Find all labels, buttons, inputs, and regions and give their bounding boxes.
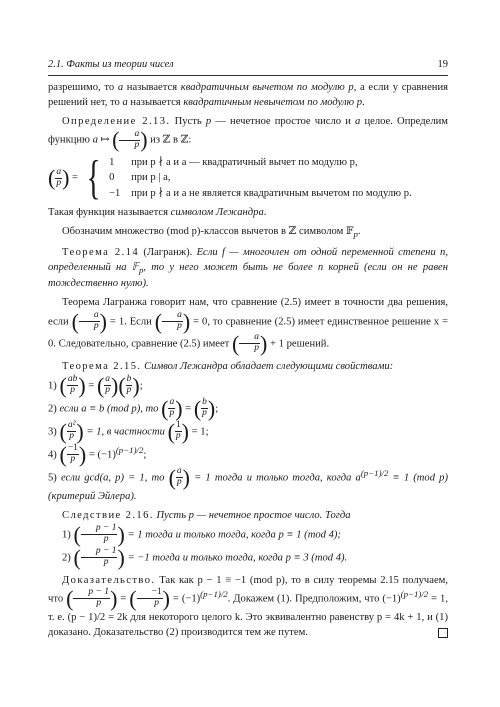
definition-2-13: Определение 2.13. Пусть p — нечетное простое число и a целое. Определим функцию a ↦ ( $\frac{a}{p}$ ) из ℤ в ℤ: <box>48 116 448 153</box>
corollary-label: Следствие 2.16. <box>62 509 154 521</box>
theorem-2-14: Теорема 2.14 (Лагранж). Если f — многочлен от одной переменной степени n, определенный на 𝔽$_p$, то у него может быть не более n корней (если он не равен тождественно нулю). <box>48 246 448 290</box>
property-4: 4) ( $\frac{-1}{p}$ ) = $(-1)^{(p-1)/2}$; <box>48 441 147 467</box>
property-5: 5) если gcd(a, p) = 1, то ( $\frac{a}{p}$ ) = 1 тогда и только тогда, когда $a^{(p-1)/2} \equiv 1$ (mod p) (критерий Эйлера). <box>48 464 448 502</box>
term-quadratic-residue: квадратичным вычетом по модулю <box>180 82 345 93</box>
corollary-2-16: Следствие 2.16. Пусть p — нечетное простое число. Тогда <box>62 509 351 521</box>
case-row: 0 при p | a, <box>109 172 171 184</box>
notation-paragraph: Обозначим множество (mod p)-классов вычетов в ℤ символом 𝔽$_p$. <box>62 226 361 240</box>
property-1: 1) ( $\frac{ab}{p}$ ) = ( $\frac{a}{p}$ )( $\frac{b}{p}$ ); <box>48 372 143 398</box>
proof-paragraph: Доказательство. Так как p − 1 ≡ −1 (mod p), то в силу теоремы 2.15 получаем, что ( $\frac{p - 1}{p}$ ) = ( $\frac{-1}{p}$ ) = $(-1)^{(p-1)/2}$. Докажем (1). Предположим, что $(-1)^{(p-1)/2} = 1$, т. е. (p − 1)/2 = 2k для некоторого целого k. Это эквивалентно равенству p = 4k + 1, и (1) доказано. Доказательство (2) производится тем же путем. <box>48 574 448 638</box>
page-content <box>48 80 448 640</box>
legendre-definition-cases: ( $\frac{a}{p}$ ) = { 1 при p ∤ a и a — квадратичный вычет по модулю p, 0 при p | a, −1 при p ∤ a и a не является квадратичным вычетом по модулю p. <box>48 151 412 205</box>
theorem-2-15: Теорема 2.15. Символ Лежандра обладает следующими свойствами: <box>62 360 394 372</box>
corollary-item-1: 1) ( $\frac{p - 1}{p}$ ) = 1 тогда и только тогда, когда p ≡ 1 (mod 4); <box>62 521 341 547</box>
intro-paragraph: разрешимо, то a называется квадратичным вычетом по модулю p, а если у сравнения решений нет, то a называется квадратичным невычетом по модулю p. <box>48 82 448 109</box>
lagrange-note: Теорема Лагранжа говорит нам, что сравнение (2.5) имеет в точности два решения, если ( $\frac{a}{p}$ ) = 1. Если ( $\frac{a}{p}$ ) = 0, то сравнение (2.5) имеет единственное решение x = 0. Следовательно, сравнение (2.5) имеет ( $\frac{a}{p}$ ) + 1 решений. <box>48 297 448 356</box>
term-quadratic-nonresidue: квадратичным невычетом по модулю <box>183 97 355 109</box>
end-of-proof-icon <box>438 628 448 638</box>
section-title: 2.1. Факты из теории чисел <box>48 59 174 70</box>
running-header <box>48 58 448 76</box>
property-3: 3) ( $\frac{\text{a²}}{p}$ ) = 1, в частности ( $\frac{1}{p}$ ) = 1; <box>48 418 209 444</box>
theorem-label: Теорема 2.15. <box>62 360 142 372</box>
proof-label: Доказательство. <box>62 574 156 586</box>
corollary-item-2: 2) ( $\frac{p - 1}{p}$ ) = −1 тогда и только тогда, когда p ≡ 3 (mod 4). <box>62 544 348 570</box>
property-2: 2) если a ≡ b (mod p), то ( $\frac{a}{p}$ ) = ( $\frac{b}{p}$ ); <box>48 395 219 421</box>
case-row: −1 при p ∤ a и a не является квадратичным вычетом по модулю p. <box>109 187 412 199</box>
legendre-symbol: $\frac{a}{p}$ <box>119 130 140 151</box>
case-row: 1 при p ∤ a и a — квадратичный вычет по модулю p, <box>109 157 358 169</box>
page-number: 19 <box>437 59 448 70</box>
definition-label: Определение 2.13. <box>62 116 171 128</box>
theorem-label: Теорема 2.14 <box>62 246 140 258</box>
definition-closing: Такая функция называется символом Лежандра. <box>48 207 267 219</box>
